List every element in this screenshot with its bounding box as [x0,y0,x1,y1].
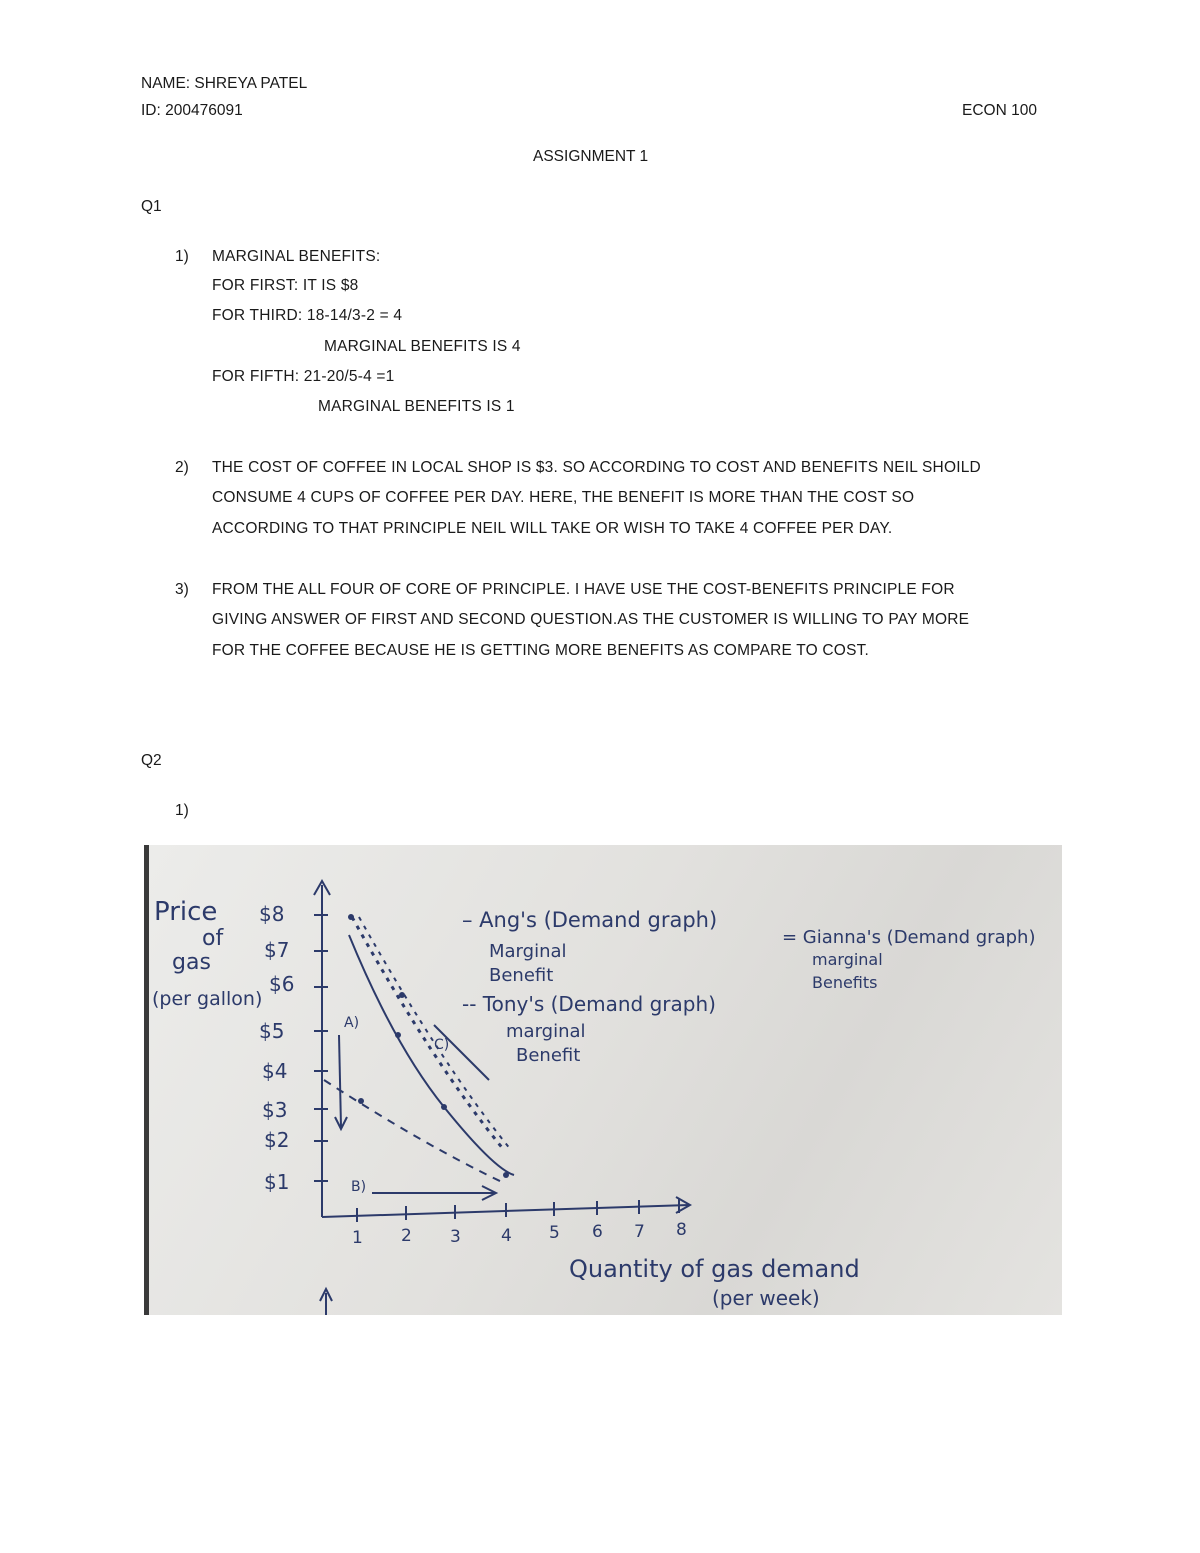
y-tick-label: $5 [259,1019,285,1043]
x-tick-label: 6 [592,1222,603,1242]
q1-item-2-number: 2) [175,459,189,476]
legend-tony: -- Tony's (Demand graph) [462,992,716,1016]
q1-item-1-line: MARGINAL BENEFITS IS 4 [324,338,521,355]
annotation-a-label: A) [344,1015,360,1031]
student-name: NAME: SHREYA PATEL [141,75,308,92]
legend-ang-line: Marginal [489,941,567,962]
y-axis-label-line: gas [172,950,211,975]
q1-item-2-line: THE COST OF COFFEE IN LOCAL SHOP IS $3. SO ACCORDING TO COST AND BENEFITS NEIL SHOILD [212,459,981,476]
q2-item-1-number: 1) [175,802,189,819]
q1-item-2-line: ACCORDING TO THAT PRINCIPLE NEIL WILL TAKE OR WISH TO TAKE 4 COFFEE PER DAY. [212,520,893,537]
assignment-title: ASSIGNMENT 1 [533,148,649,165]
legend-tony-line: marginal [506,1021,586,1042]
q1-label: Q1 [141,198,162,215]
q1-item-3-line: FROM THE ALL FOUR OF CORE OF PRINCIPLE. I HAVE USE THE COST-BENEFITS PRINCIPLE FOR [212,581,955,598]
student-id: ID: 200476091 [141,102,243,119]
legend-gianna: = Gianna's (Demand graph) [782,927,1036,948]
course-code: ECON 100 [962,102,1037,119]
q1-item-1-line: FOR THIRD: 18-14/3-2 = 4 [212,307,403,324]
legend-ang: – Ang's (Demand graph) [462,908,718,932]
x-tick-label: 8 [676,1220,687,1240]
tony-demand-curve [324,1080,504,1183]
x-tick-label: 3 [450,1227,461,1247]
gianna-demand-curve [352,917,504,1150]
x-tick-label: 7 [634,1222,645,1242]
y-tick-label: $3 [262,1098,288,1122]
photo-edge [144,845,149,1315]
annotation-arrow-a [339,1035,341,1127]
y-tick-label: $2 [264,1128,290,1152]
annotation-b-label: B) [351,1179,367,1195]
x-axis-label: Quantity of gas demand [569,1255,860,1283]
legend-gianna-line: marginal [812,950,883,969]
q1-item-1-number: 1) [175,248,189,265]
q2-label: Q2 [141,752,162,769]
q1-item-1-line: FOR FIFTH: 21-20/5-4 =1 [212,368,395,385]
y-axis-label-line: (per gallon) [152,988,263,1010]
y-tick-label: $8 [259,902,285,926]
x-tick-label: 4 [501,1226,512,1246]
handwritten-graph-photo [144,845,1062,1315]
demand-graph [144,845,1062,1315]
y-tick-label: $1 [264,1170,290,1194]
q1-item-1-line: MARGINAL BENEFITS: [212,248,381,265]
legend-tony-line: Benefit [516,1045,581,1066]
y-axis-label-line: of [202,926,224,951]
y-axis-label-line: Price [154,897,218,927]
annotation-c-label: C) [434,1037,450,1053]
q1-item-3-line: FOR THE COFFEE BECAUSE HE IS GETTING MORE BENEFITS AS COMPARE TO COST. [212,642,870,659]
q1-item-3-line: GIVING ANSWER OF FIRST AND SECOND QUESTION.AS THE CUSTOMER IS WILLING TO PAY MORE [212,611,970,628]
y-tick-label: $7 [264,938,290,962]
x-tick-label: 2 [401,1226,412,1246]
x-tick-label: 5 [549,1223,560,1243]
y-tick-label: $6 [269,972,295,996]
q1-item-3-number: 3) [175,581,189,598]
q1-item-2-line: CONSUME 4 CUPS OF COFFEE PER DAY. HERE, THE BENEFIT IS MORE THAN THE COST SO [212,489,915,506]
x-axis-sublabel: (per week) [712,1286,820,1310]
legend-gianna-line: Benefits [812,973,878,992]
q1-item-1-line: MARGINAL BENEFITS IS 1 [318,398,515,415]
x-tick-label: 1 [352,1228,363,1248]
q1-item-1-line: FOR FIRST: IT IS $8 [212,277,359,294]
legend-ang-line: Benefit [489,965,554,986]
y-tick-label: $4 [262,1059,288,1083]
